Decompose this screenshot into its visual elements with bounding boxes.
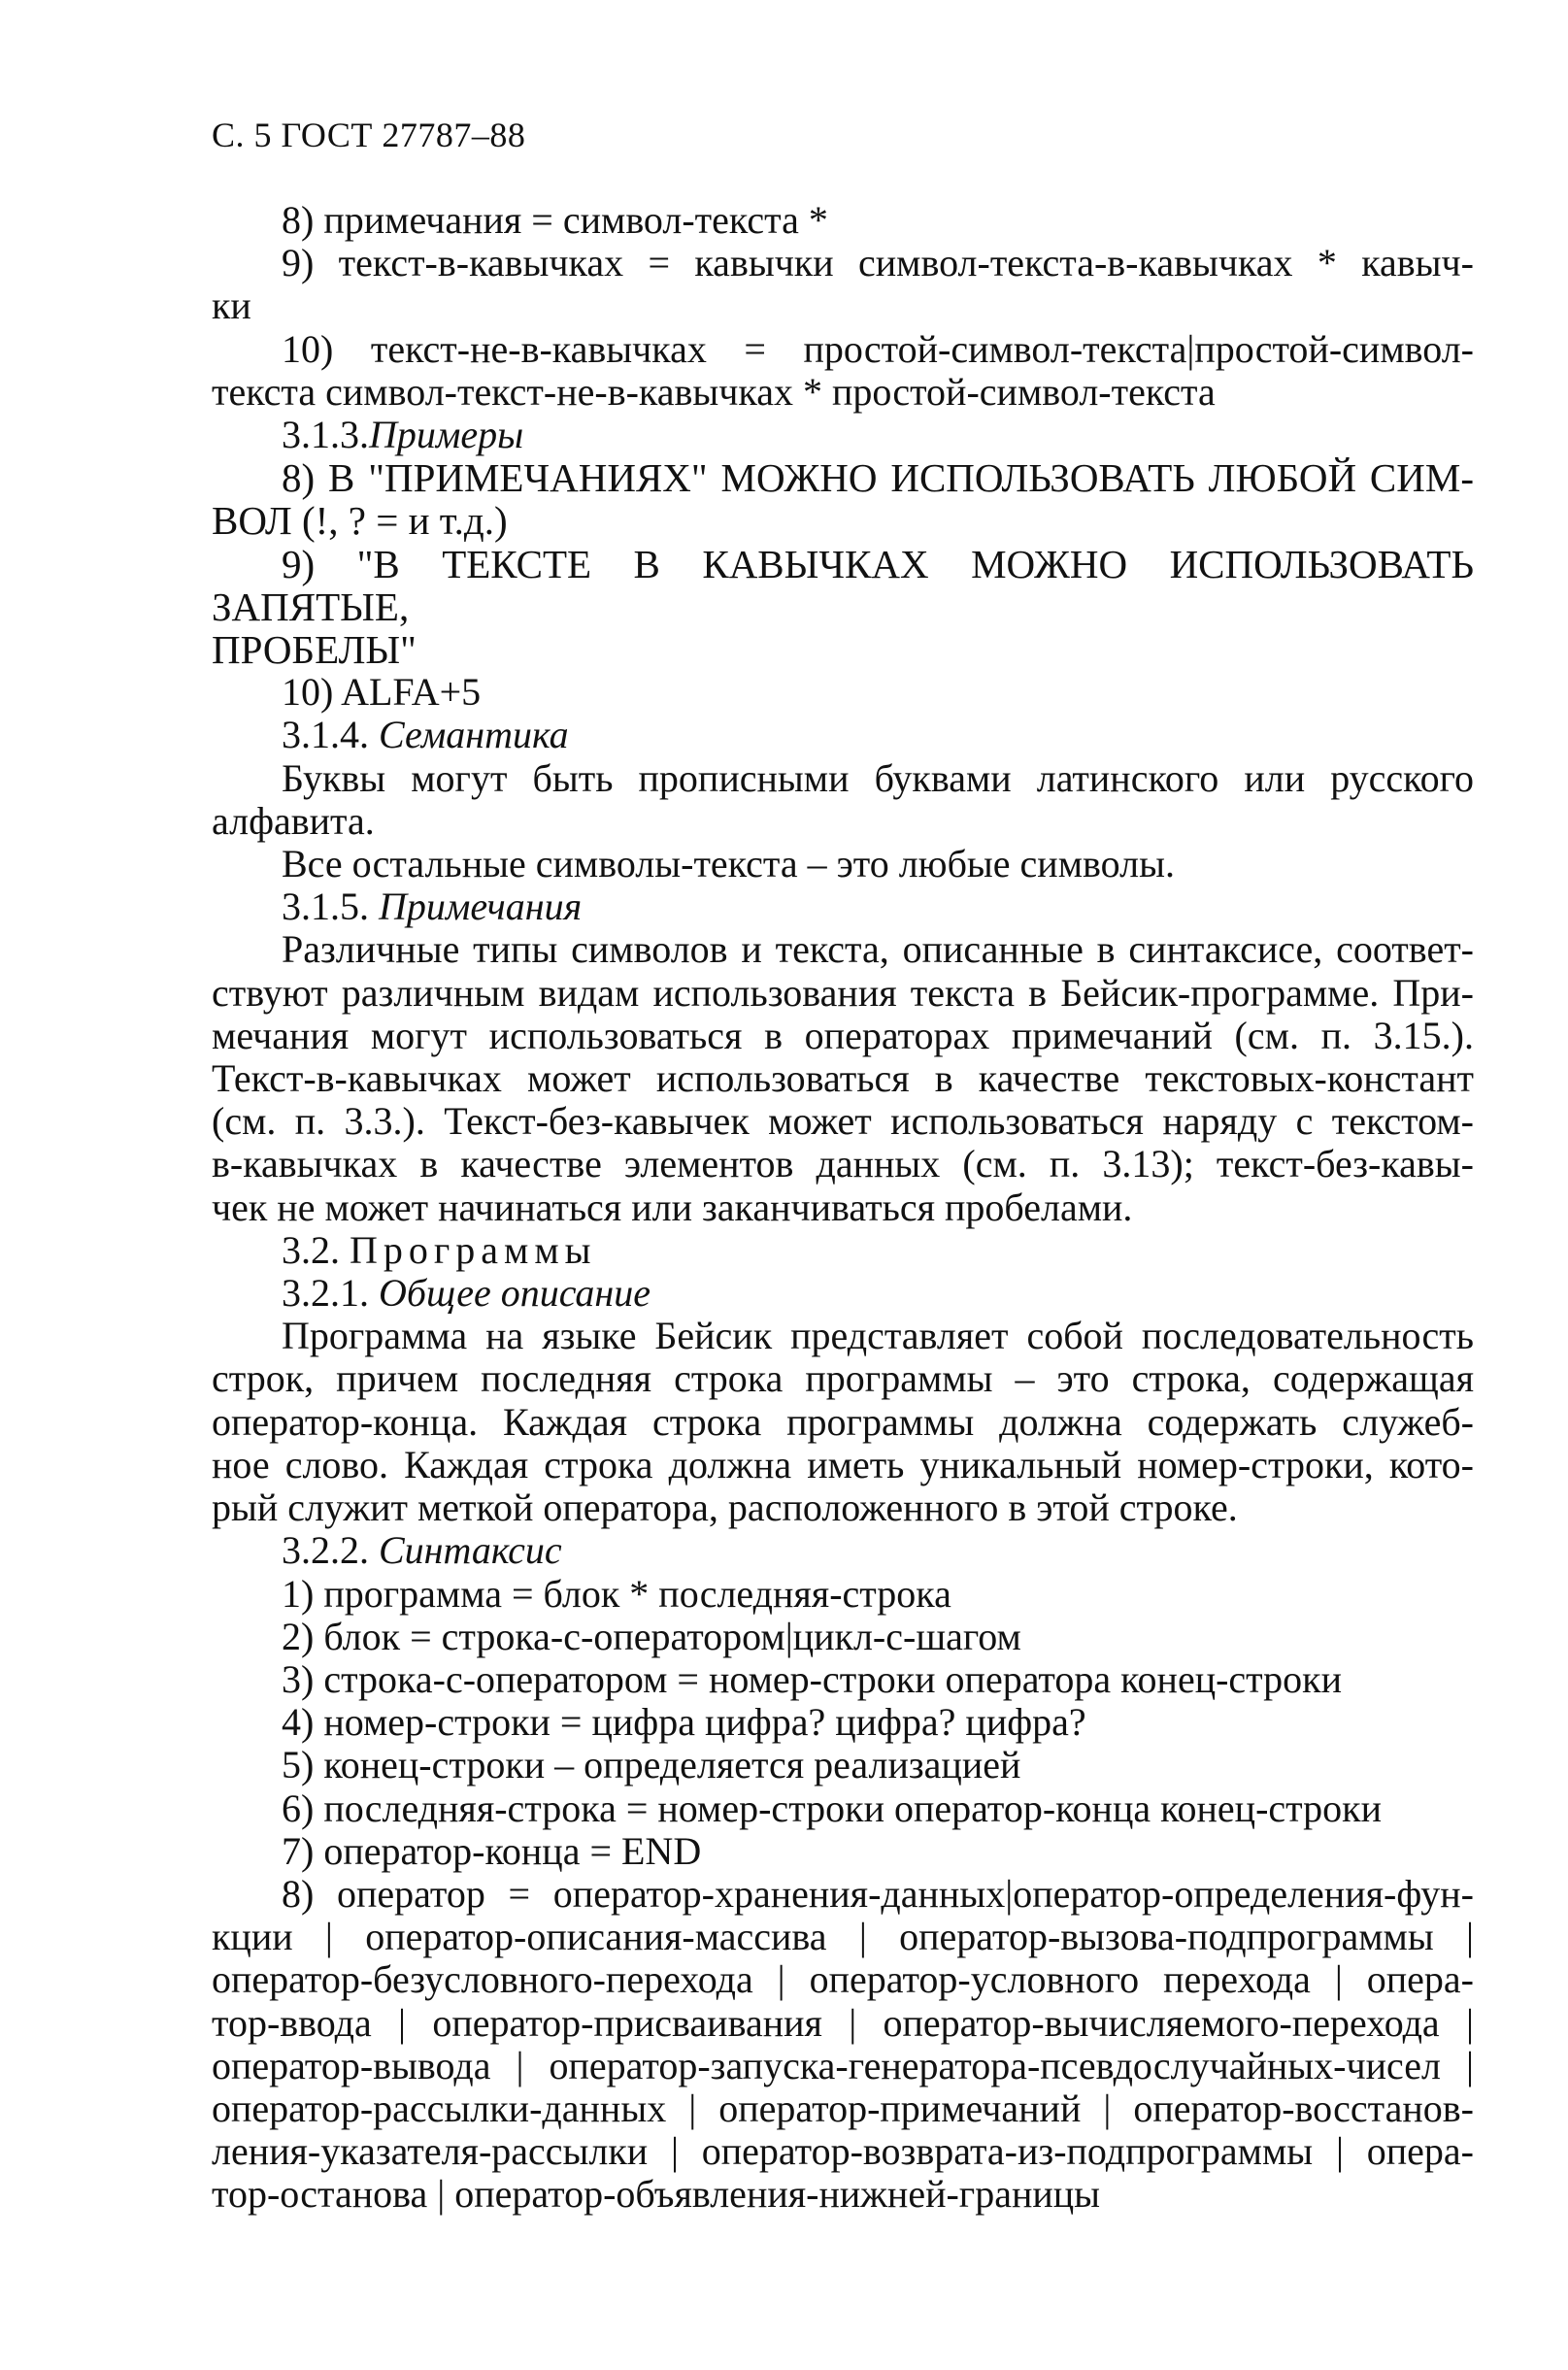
syntax-line: 9) текст-в-кавычках = кавычки символ-текста-в-кавычках * кавыч-	[282, 241, 1474, 285]
syntax-line: кции | оператор-описания-массива | оператор-вызова-подпрограммы |	[212, 1915, 1474, 1959]
example-line: ВОЛ (!, ? = и т.д.)	[212, 498, 508, 544]
section-title: Программы	[350, 1227, 597, 1272]
text-line: строк, причем последняя строка программы – это строка, содержащая	[212, 1356, 1474, 1401]
example-line: ПРОБЕЛЫ"	[212, 627, 417, 673]
text-line: чек не может начинаться или заканчиваться пробелами.	[212, 1185, 1133, 1229]
example-line: 9) "В ТЕКСТЕ В КАВЫЧКАХ МОЖНО ИСПОЛЬЗОВАТЬ ЗАПЯТЫЕ,	[212, 541, 1474, 629]
section-heading	[212, 1529, 1474, 1572]
text-line: Различные типы символов и текста, описанные в синтаксисе, соответ-	[282, 927, 1474, 972]
syntax-line: 8) оператор = оператор-хранения-данных|оператор-определения-фун-	[282, 1871, 1474, 1916]
section-heading	[212, 1272, 1474, 1315]
syntax-line: 4) номер-строки = цифра цифра? цифра? цифра?	[282, 1700, 1086, 1745]
example-line: 8) В "ПРИМЕЧАНИЯХ" МОЖНО ИСПОЛЬЗОВАТЬ ЛЮБОЙ СИМ-	[282, 455, 1474, 501]
section-number: 3.2.2.	[282, 1528, 369, 1573]
syntax-line: 8) примечания = символ-текста *	[282, 198, 828, 242]
section-heading	[212, 1229, 1474, 1272]
text-line: ствуют различным видам использования текста в Бейсик-программе. При-	[212, 970, 1474, 1015]
section-title: Синтаксис	[379, 1528, 562, 1573]
syntax-line: тор-ввода | оператор-присваивания | оператор-вычисляемого-перехода |	[212, 2000, 1474, 2045]
document-body	[212, 199, 1474, 2217]
text-line: Буквы могут быть прописными буквами латинского или русского	[282, 755, 1474, 800]
syntax-line: ки	[212, 284, 251, 328]
section-number: 3.2.	[282, 1227, 340, 1272]
section-title: Общее описание	[379, 1271, 651, 1316]
text-line: алфавита.	[212, 798, 375, 843]
section-number: 3.1.5.	[282, 885, 369, 929]
syntax-line: 5) конец-строки – определяется реализацией	[282, 1743, 1021, 1787]
text-line: Текст-в-кавычках может использоваться в качестве текстовых-констант	[212, 1056, 1474, 1101]
example-line: 10) ALFA+5	[282, 670, 482, 715]
section-title: Семантика	[379, 713, 569, 757]
section-number: 3.1.4.	[282, 713, 369, 757]
syntax-line: 10) текст-не-в-кавычках = простой-символ-текста|простой-символ-	[282, 326, 1474, 371]
text-line: Программа на языке Бейсик представляет собой последовательность	[282, 1314, 1474, 1358]
text-line: (см. п. 3.3.). Текст-без-кавычек может использоваться наряду с текстом-	[212, 1099, 1474, 1144]
section-heading	[212, 414, 1474, 456]
text-line: оператор-конца. Каждая строка программы должна содержать служеб-	[212, 1399, 1474, 1444]
syntax-line: текста символ-текст-не-в-кавычках * простой-символ-текста	[212, 369, 1216, 414]
section-title: Примечания	[379, 885, 583, 929]
syntax-line: оператор-безусловного-перехода | оператор-условного перехода | опера-	[212, 1957, 1474, 2002]
text-line: в-кавычках в качестве элементов данных (см. п. 3.13); текст-без-кавы-	[212, 1142, 1474, 1186]
syntax-line: 7) оператор-конца = END	[282, 1828, 702, 1873]
section-heading	[212, 714, 1474, 756]
section-number: 3.2.1.	[282, 1271, 369, 1316]
syntax-line: 6) последняя-строка = номер-строки оператор-конца конец-строки	[282, 1786, 1382, 1830]
syntax-line: тор-останова | оператор-объявления-нижней-границы	[212, 2172, 1101, 2217]
section-heading	[212, 885, 1474, 928]
syntax-line: оператор-вывода | оператор-запуска-генератора-псевдослучайных-чисел |	[212, 2043, 1474, 2087]
syntax-line: ления-указателя-рассылки | оператор-возврата-из-подпрограммы | опера-	[212, 2129, 1474, 2174]
text-line: мечания могут использоваться в операторах примечаний (см. п. 3.15.).	[212, 1013, 1474, 1057]
syntax-line: 3) строка-с-оператором = номер-строки оператора конец-строки	[282, 1656, 1342, 1701]
syntax-line: оператор-рассылки-данных | оператор-примечаний | оператор-восстанов-	[212, 2086, 1474, 2130]
text-line: ное слово. Каждая строка должна иметь уникальный номер-строки, кото-	[212, 1442, 1474, 1486]
section-number: 3.1.3.	[282, 413, 369, 457]
page-header: С. 5 ГОСТ 27787–88	[212, 116, 526, 154]
syntax-line: 1) программа = блок * последняя-строка	[282, 1571, 951, 1616]
syntax-line: 2) блок = строка-с-оператором|цикл-с-шагом	[282, 1614, 1021, 1658]
text-line: рый служит меткой оператора, расположенного в этой строке.	[212, 1485, 1238, 1530]
text-line: Все остальные символы-текста – это любые символы.	[282, 842, 1175, 886]
section-title: Примеры	[369, 413, 524, 457]
